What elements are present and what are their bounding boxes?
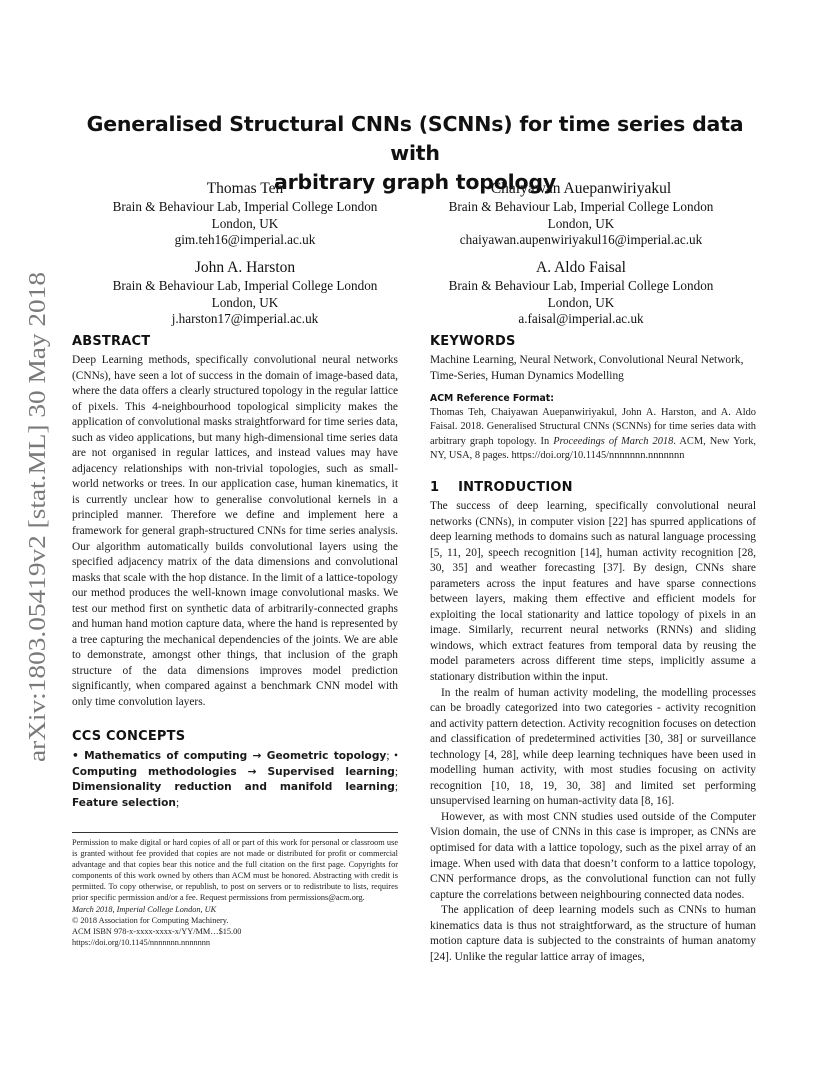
intro-paragraph-3: However, as with most CNN studies used outside of the Computer Vision domain, the use of CNNs in this case is improper, as CNNs are optimised for data with a lattice topology, such as the pixel array of an image. When used with data that doesn’t conform to a lattice topology, CNN performance drops, as the convolutional function can not fully capture the correlations between neighbouring connected data nodes. <box>430 810 756 901</box>
ccs-heading: CCS CONCEPTS <box>72 729 186 744</box>
author-location: London, UK <box>547 294 615 310</box>
keywords-text: Machine Learning, Neural Network, Convolutional Neural Network, Time-Series, Human Dynamics Modelling <box>430 354 744 382</box>
author-name: Thomas Teh <box>206 180 284 197</box>
permission-text: Permission to make digital or hard copies of all or part of this work for personal or classroom use is granted without fee provided that copies are not made or distributed for profit or commercial advantage and that copies bear this notice and the full citation on the first page. Copyrights for components of this work owned by others than ACM must be honored. Abstracting with credit is permitted. To copy otherwise, or republish, to post on servers or to redistribute to lists, requires prior specific permission and/or a fee. Request permissions from permissions@acm.org. <box>72 838 398 903</box>
copyright-footnote <box>72 837 398 948</box>
keywords-body <box>430 353 756 384</box>
author-block-4 <box>416 258 746 328</box>
acm-reference-text <box>430 406 756 463</box>
title-line-1: Generalised Structural CNNs (SCNNs) for time series data with <box>86 112 744 165</box>
ccs-item-supervised: Computing methodologies → Supervised learning <box>72 765 395 778</box>
author-location: London, UK <box>547 215 615 231</box>
title-line-2: arbitrary graph topology <box>273 170 556 194</box>
intro-paragraph-1: The success of deep learning, specifically convolutional neural networks (CNNs), in computer vision [22] has spurred applications of deep learning methods to domains such as natural language processing [5, 11, 20], speech recognition [14], human activity recognition [28, 30, 35] and weather forecasting [37]. By design, CNNs share parameters across the input features and have sparse connections between layers, making them effective and efficient models for exploiting the local stationarity and lattice topology of pixels in an image. Similarly, recurrent neural networks (RNNs) and sliding windows, which extract features from temporal data by reusing the model parameters across different time steps, implicitly assume a stationary distribution within the input. <box>430 500 756 684</box>
copyright-text: © 2018 Association for Computing Machinery. <box>72 915 229 925</box>
author-location: London, UK <box>211 215 279 231</box>
introduction-body <box>430 499 756 965</box>
intro-paragraph-2: In the realm of human activity modeling, the modelling processes can be broadly categorized into two categories - activity recognition and activity pattern detection. Activity recognition focuses on detection and classification of predetermined activities [30, 38] or surveillance technology [4, 28], while deep learning techniques have been used in modelling human activity, with most studies focusing on activity recognition [10, 18, 19, 30, 38] and limited set performing unsupervised learning on human-activity data [8, 16]. <box>430 686 756 808</box>
acm-reference-authors: Thomas Teh, Chaiyawan Auepanwiriyakul, John A. Harston, and A. Aldo Faisal. 2018. Generalised Structural CNNs (SCNNs) for time series data with arbitrary graph topology. In <box>430 407 756 447</box>
ccs-separator: ; <box>394 781 398 794</box>
ccs-separator: ; <box>394 765 398 778</box>
author-email: j.harston17@imperial.ac.uk <box>171 311 319 326</box>
author-affiliation: Brain & Behaviour Lab, Imperial College London <box>448 199 714 214</box>
isbn-text: ACM ISBN 978-x-xxxx-xxxx-x/YY/MM…$15.00 <box>72 926 242 936</box>
author-block-2 <box>416 179 746 249</box>
footnote-divider <box>72 832 398 833</box>
ccs-separator: ; • <box>386 750 398 762</box>
abstract-heading: ABSTRACT <box>72 334 151 349</box>
author-affiliation: Brain & Behaviour Lab, Imperial College London <box>112 278 378 293</box>
ccs-separator: ; <box>175 796 180 809</box>
introduction-heading: 1 INTRODUCTION <box>430 480 573 495</box>
author-email: gim.teh16@imperial.ac.uk <box>174 232 316 247</box>
venue-text: March 2018, Imperial College London, UK <box>72 904 217 914</box>
abstract-text: Deep Learning methods, specifically convolutional neural networks (CNNs), have seen a lot of success in the domain of image-based data, where the data offers a clearly structured topology in the regular lattice of pixels. This 4-neighbourhood topological simplicity makes the application of convolutional masks straightforward for time series data, such as video applications, but many high-dimensional time series data are not organised in regular lattices, and instead values may have adjacency relationships with non-trivial topologies, such as small-world networks or trees. In our application case, human kinematics, it is currently unclear how to generalise convolutional kernels in a principled manner. Therefore we define and implement here a framework for general graph-structured CNNs for time series analysis. Our algorithm automatically builds convolutional layers using the specified adjacency matrix of the data dimensions and convolutional masks that scale with the hop distance. In the limit of a lattice-topology our method produces the well-known image convolutional masks. We test our method first on synthetic data of arbitrarily-connected graphs and human hand motion capture data, where the hand is represented by a tree capturing the mechanical dependencies of the joints. We are able to demonstrate, amongst other things, that inclusion of the graph structure of the data dimensions improves model prediction significantly, when compared against a benchmark CNN model with only time convolution layers. <box>72 354 398 709</box>
ccs-concepts-list <box>72 749 398 811</box>
keywords-heading: KEYWORDS <box>430 334 516 349</box>
acm-reference-publisher: . ACM, New York, NY, USA, 8 pages. https://doi.org/10.1145/nnnnnnn.nnnnnnn <box>430 435 756 461</box>
arxiv-identifier-stamp <box>22 272 52 762</box>
intro-paragraph-4: The application of deep learning models such as CNNs to human kinematics data is thus not straightforward, as the structure of human motion capture data is subjected to the constraints of human anatomy [24]. Unlike the regular lattice array of images, <box>430 904 756 963</box>
author-location: London, UK <box>211 294 279 310</box>
author-email: a.faisal@imperial.ac.uk <box>518 311 644 326</box>
author-name: Chaiyawan Auepanwiriyakul <box>490 180 672 197</box>
author-block-1 <box>80 179 410 249</box>
ccs-item-feature-selection: Feature selection <box>72 796 176 809</box>
author-name: John A. Harston <box>194 259 296 276</box>
author-affiliation: Brain & Behaviour Lab, Imperial College London <box>112 199 378 214</box>
author-email: chaiyawan.aupenwiriyakul16@imperial.ac.uk <box>459 232 703 247</box>
doi-link[interactable]: https://doi.org/10.1145/nnnnnnn.nnnnnnn <box>72 937 211 947</box>
ccs-item-math: • Mathematics of computing → Geometric topology <box>72 750 387 762</box>
acm-reference-heading: ACM Reference Format: <box>430 393 554 404</box>
arxiv-stamp-text: arXiv:1803.05419v2 [stat.ML] 30 May 2018 <box>24 322 51 762</box>
abstract-body <box>72 353 398 711</box>
acm-reference-proceedings: Proceedings of March 2018 <box>553 435 674 447</box>
ccs-item-dimensionality: Dimensionality reduction and manifold learning <box>72 781 395 794</box>
author-name: A. Aldo Faisal <box>536 259 626 276</box>
author-block-3 <box>80 258 410 328</box>
author-affiliation: Brain & Behaviour Lab, Imperial College London <box>448 278 714 293</box>
